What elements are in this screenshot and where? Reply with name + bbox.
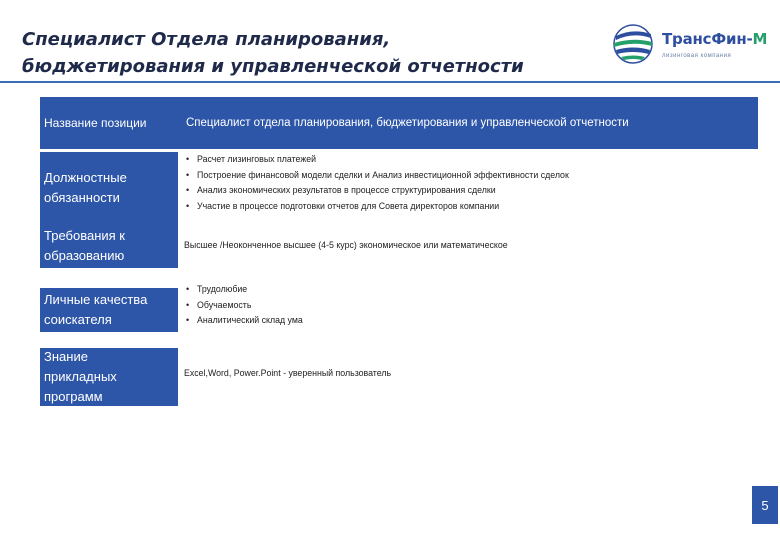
list-item: • Обучаемость (184, 298, 754, 314)
page-title-line1: Специалист Отдела планирования, (22, 29, 391, 50)
table-header-label: Название позиции (44, 116, 147, 130)
list-item: • Аналитический склад ума (184, 313, 754, 329)
row-label-qualities: Личные качества соискателя (40, 288, 178, 332)
row-value-qualities (184, 282, 754, 329)
table-header-value: Специалист отдела планирования, бюджетирования и управленческой отчетности (186, 117, 629, 129)
logo-globe-icon (608, 20, 658, 70)
title-divider (0, 81, 780, 83)
row-label-education: Требования к образованию (40, 224, 178, 268)
company-logo (608, 20, 768, 70)
list-item: • Анализ экономических результатов в процессе структурирования сделки (184, 183, 754, 199)
page-title-line2: бюджетирования и управленческой отчетности (22, 56, 524, 77)
page-number: 5 (752, 486, 778, 524)
logo-wordmark: ТрансФин-М (662, 30, 768, 48)
logo-tagline: лизинговая компания (662, 53, 732, 59)
list-item: • Построение финансовой модели сделки и Анализ инвестиционной эффективности сделок (184, 168, 754, 184)
row-label-duties: Должностные обязанности (40, 152, 178, 224)
list-item: • Расчет лизинговых платежей (184, 152, 754, 168)
row-label-software: Знание прикладных программ (40, 348, 178, 406)
row-value-duties (184, 152, 754, 214)
row-value-education: Высшее /Неоконченное высшее (4-5 курс) экономическое или математическое (184, 240, 508, 250)
row-value-software: Excel,Word, Power.Point - уверенный пользователь (184, 368, 392, 378)
page-title (22, 26, 582, 80)
list-item: • Участие в процессе подготовки отчетов для Совета директоров компании (184, 199, 754, 215)
list-item: • Трудолюбие (184, 282, 754, 298)
